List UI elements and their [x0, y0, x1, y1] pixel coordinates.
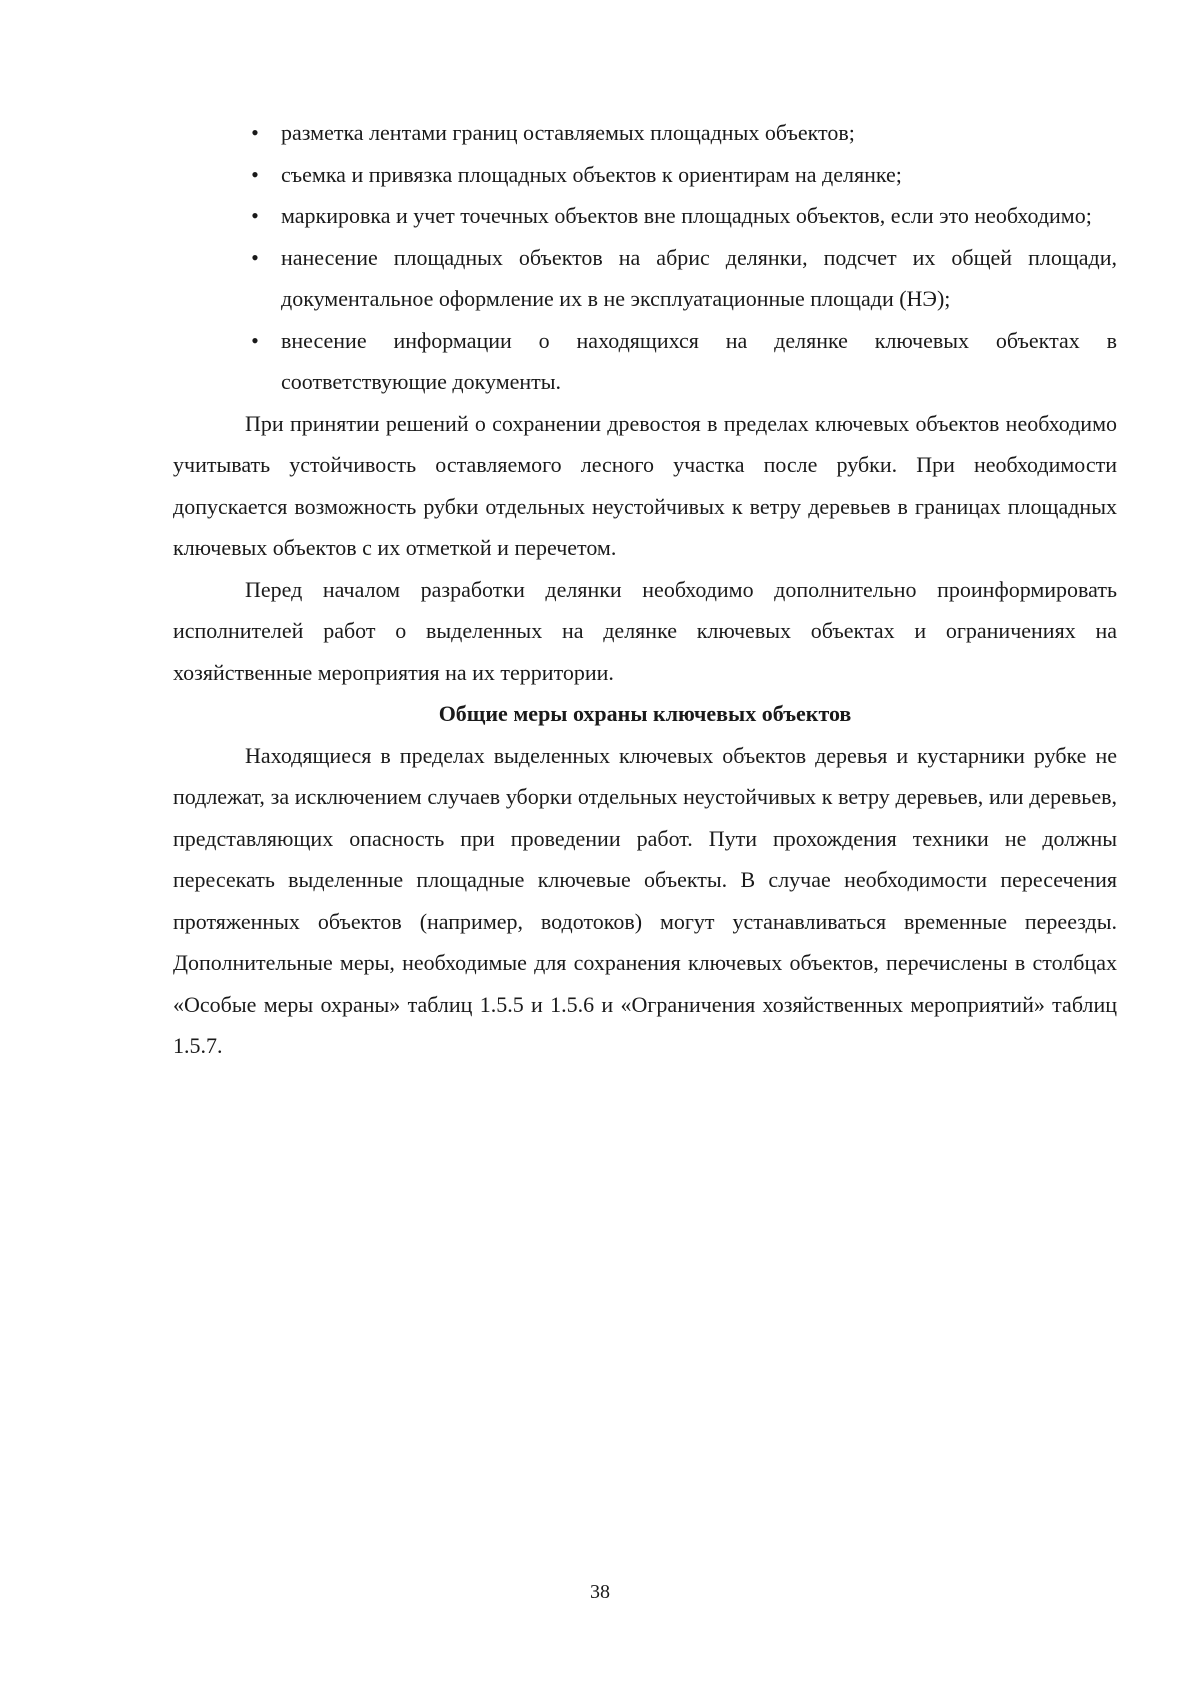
bullet-icon: • [251, 120, 259, 145]
bullet-icon: • [251, 203, 259, 228]
bullet-item [173, 112, 1117, 154]
body-paragraph: Перед началом разработки делянки необходимо дополнительно проинформировать исполнителей работ о выделенных на делянке ключевых объектах и ограничениях на хозяйственные мероприятия на их территории. [173, 576, 1117, 685]
bullet-item [173, 154, 1117, 196]
bullet-item [173, 320, 1117, 403]
bullet-text: нанесение площадных объектов на абрис делянки, подсчет их общей площади, документальное оформление их в не эксплуатационные площади (НЭ); [281, 244, 1117, 311]
page-number: 38 [590, 1581, 610, 1603]
bullet-text: внесение информации о находящихся на делянке ключевых объектах в соответствующие документы. [281, 327, 1117, 394]
bullet-icon: • [251, 161, 259, 187]
body-paragraph: При принятии решений о сохранении древостоя в пределах ключевых объектов необходимо учитывать устойчивость оставляемого лесного участка после рубки. При необходимости допускается возможность рубки отдельных неустойчивых к ветру деревьев в границах площадных ключевых объектов с их отметкой и перечетом. [173, 410, 1117, 560]
bullet-item [173, 195, 1117, 237]
section-heading: Общие меры охраны ключевых объектов [438, 701, 852, 726]
bullet-text: маркировка и учет точечных объектов вне площадных объектов, если это необходимо; [281, 203, 1092, 228]
body-paragraph: Находящиеся в пределах выделенных ключевых объектов деревья и кустарники рубке не подлежат, за исключением случаев уборки отдельных неустойчивых к ветру деревьев, или деревьев, представляющих опасность при проведении работ. Пути прохождения техники не должны пересекать выделенные площадные ключевые объекты. В случае необходимости пересечения протяженных объектов (например, водотоков) могут устанавливаться временные переезды. Дополнительные меры, необходимые для сохранения ключевых объектов, перечислены в столбцах «Особые меры охраны» таблиц 1.5.5 и 1.5.6 и «Ограничения хозяйственных мероприятий» таблиц 1.5.7. [173, 742, 1117, 1058]
bullet-icon: • [251, 327, 259, 353]
bullet-icon: • [251, 244, 259, 270]
page-body [173, 112, 1117, 1067]
bullet-text: разметка лентами границ оставляемых площадных объектов; [281, 120, 855, 145]
bullet-text: съемка и привязка площадных объектов к ориентирам на делянке; [281, 161, 902, 187]
bullet-item [173, 237, 1117, 320]
